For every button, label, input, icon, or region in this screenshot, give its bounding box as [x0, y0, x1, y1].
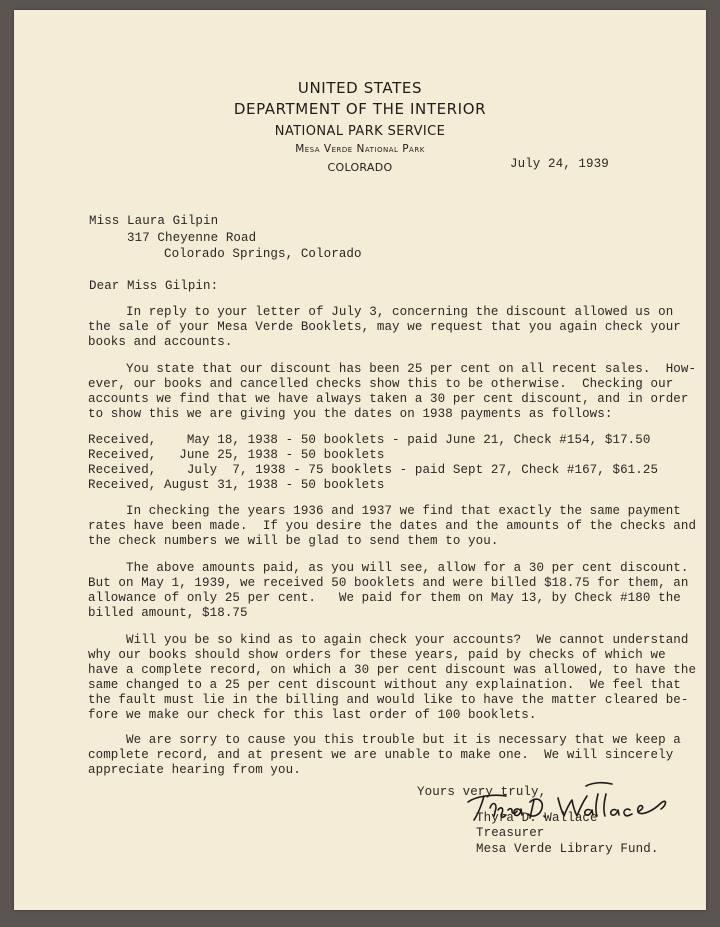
payment-line: Received, June 25, 1938 - 50 booklets: [88, 448, 385, 462]
body-line: rates have been made. If you desire the dates and the amounts of the checks and: [88, 519, 697, 533]
body-line: to show this we are giving you the dates on 1938 payments as follows:: [88, 407, 613, 421]
body-line: books and accounts.: [88, 335, 233, 349]
payment-line: Received, July 7, 1938 - 75 booklets - paid Sept 27, Check #167, $61.25: [88, 463, 659, 477]
body-line: You state that our discount has been 25 per cent on all recent sales. How-: [88, 362, 697, 376]
body-line: allowance of only 25 per cent. We paid for them on May 13, by Check #180 the: [88, 591, 681, 605]
salutation: Dear Miss Gilpin:: [89, 279, 219, 293]
body-line: ever, our books and cancelled checks show this to be otherwise. Checking our: [88, 377, 674, 391]
payment-line: Received, May 18, 1938 - 50 booklets - paid June 21, Check #154, $17.50: [88, 433, 651, 447]
body-line: Will you be so kind as to again check your accounts? We cannot understand: [88, 633, 689, 647]
body-line: But on May 1, 1939, we received 50 booklets and were billed $18.75 for them, an: [88, 576, 689, 590]
address-line: Colorado Springs, Colorado: [164, 247, 362, 261]
body-line: In reply to your letter of July 3, concerning the discount allowed us on: [88, 305, 674, 319]
letterhead-line-1: UNITED STATES: [297, 79, 423, 97]
body-line: We are sorry to cause you this trouble but it is necessary that we keep a: [88, 733, 681, 747]
signer-title: Treasurer: [476, 826, 545, 840]
body-line: The above amounts paid, as you will see, allow for a 30 per cent discount.: [88, 561, 689, 575]
body-line: same changed to a 25 per cent discount without any explaination. We feel that: [88, 678, 681, 692]
body-line: In checking the years 1936 and 1937 we find that exactly the same payment: [88, 504, 681, 518]
body-line: the fault must lie in the billing and would like to have the matter cleared be-: [88, 693, 689, 707]
payment-line: Received, August 31, 1938 - 50 booklets: [88, 478, 385, 492]
signer-name: Thyra D. Wallace: [476, 811, 598, 825]
letter-page: [14, 10, 706, 910]
body-line: fore we make our check for this last order of 100 booklets.: [88, 708, 537, 722]
closing: Yours very truly,: [417, 785, 547, 799]
address-line: Miss Laura Gilpin: [89, 214, 219, 228]
letterhead-line-4: Mesa Verde National Park: [295, 143, 425, 155]
signer-organization: Mesa Verde Library Fund.: [476, 842, 659, 856]
body-line: appreciate hearing from you.: [88, 763, 301, 777]
letter-date: July 24, 1939: [510, 157, 609, 171]
body-line: the check numbers we will be glad to send them to you.: [88, 534, 499, 548]
letterhead-line-3: NATIONAL PARK SERVICE: [274, 124, 446, 139]
body-line: the sale of your Mesa Verde Booklets, may we request that you again check your: [88, 320, 681, 334]
body-line: why our books should show orders for these years, paid by checks of which we: [88, 648, 666, 662]
letterhead-line-2: DEPARTMENT OF THE INTERIOR: [233, 100, 487, 118]
body-line: accounts we find that we have always taken a 30 per cent discount, and in order: [88, 392, 689, 406]
letterhead-line-5: COLORADO: [327, 161, 393, 174]
address-line: 317 Cheyenne Road: [127, 231, 257, 245]
body-line: complete record, and at present we are unable to make one. We will sincerely: [88, 748, 674, 762]
body-line: have a complete record, on which a 30 per cent discount was allowed, to have the: [88, 663, 697, 677]
body-line: billed amount, $18.75: [88, 606, 248, 620]
